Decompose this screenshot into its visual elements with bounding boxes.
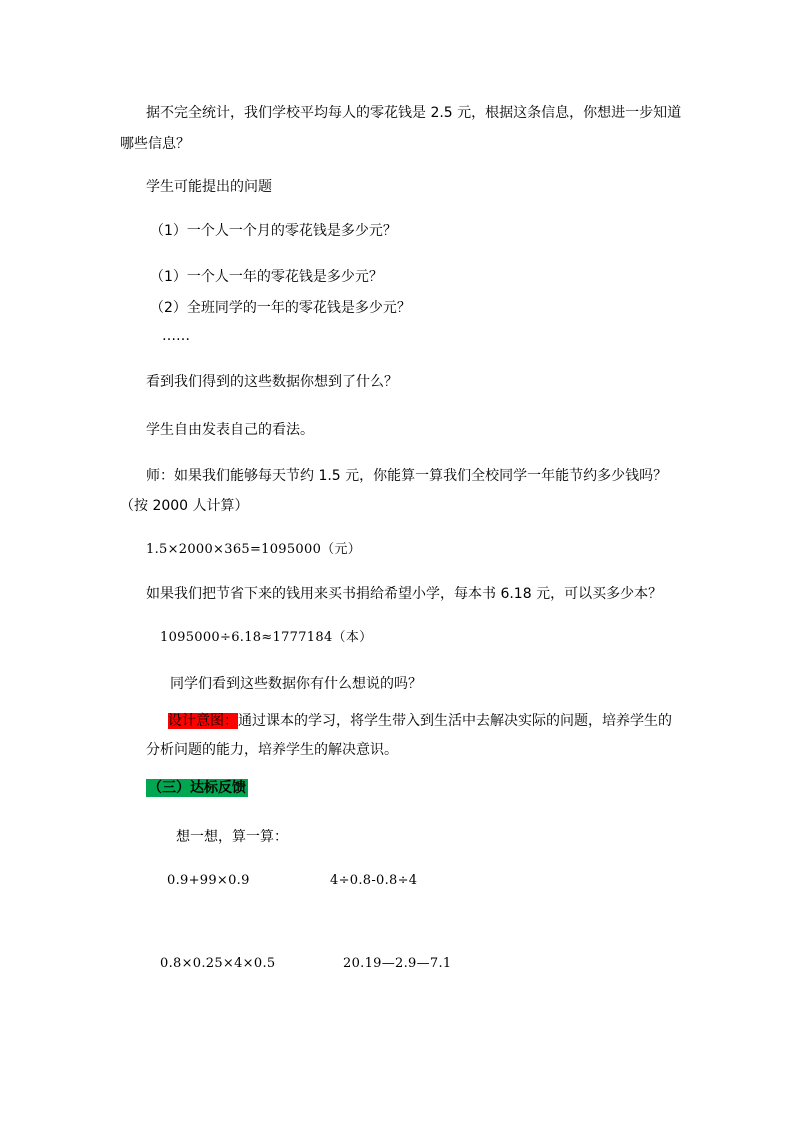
question-2: （1）一个人一年的零花钱是多少元？ [150,269,383,285]
question-3: （2）全班同学的一年的零花钱是多少元？ [150,300,411,316]
exercise-3: 0.8×0.25×4×0.5 [160,956,276,971]
formula-books-count: 1095000÷6.18≈1777184（本） [160,630,373,645]
exercise-4: 20.19—2.9—7.1 [343,956,452,971]
paragraph-what-to-say: 同学们看到这些数据你有什么想说的吗？ [170,676,422,692]
formula-total-savings: 1.5×2000×365=1095000（元） [146,542,362,557]
design-intent-line1 [168,712,672,730]
paragraph-students-opinions: 学生自由发表自己的看法。 [146,422,314,438]
exercise-1: 0.9+99×0.9 [167,873,250,888]
question-1: （1）一个人一个月的零花钱是多少元？ [150,223,397,239]
section-heading-label: （三）达标反馈 [148,780,246,796]
paragraph-think-calc: 想一想，算一算： [176,829,288,845]
paragraph-buy-books: 如果我们把节省下来的钱用来买书捐给希望小学，每本书 6.18 元，可以买多少本？ [146,586,663,602]
paragraph-teacher-question-line2: （按 2000 人计算） [120,498,249,514]
design-intent-text: 通过课本的学习，将学生带入到生活中去解决实际的问题，培养学生的 [238,713,672,729]
design-intent-label: 设计意图： [168,713,238,729]
paragraph-teacher-question-line1: 师：如果我们能够每天节约 1.5 元，你能算一算我们全校同学一年能节约多少钱吗？ [146,468,668,484]
section-heading [146,779,248,797]
paragraph-statistics-line2: 哪些信息？ [120,136,190,152]
ellipsis: …… [162,328,190,344]
paragraph-what-think: 看到我们得到的这些数据你想到了什么？ [146,374,398,390]
design-intent-line2: 分析问题的能力，培养学生的解决意识。 [146,742,398,758]
paragraph-statistics-line1: 据不完全统计，我们学校平均每人的零花钱是 2.5 元，根据这条信息，你想进一步知道 [146,105,682,121]
exercise-2: 4÷0.8-0.8÷4 [330,873,418,888]
paragraph-student-questions: 学生可能提出的问题 [146,179,272,195]
